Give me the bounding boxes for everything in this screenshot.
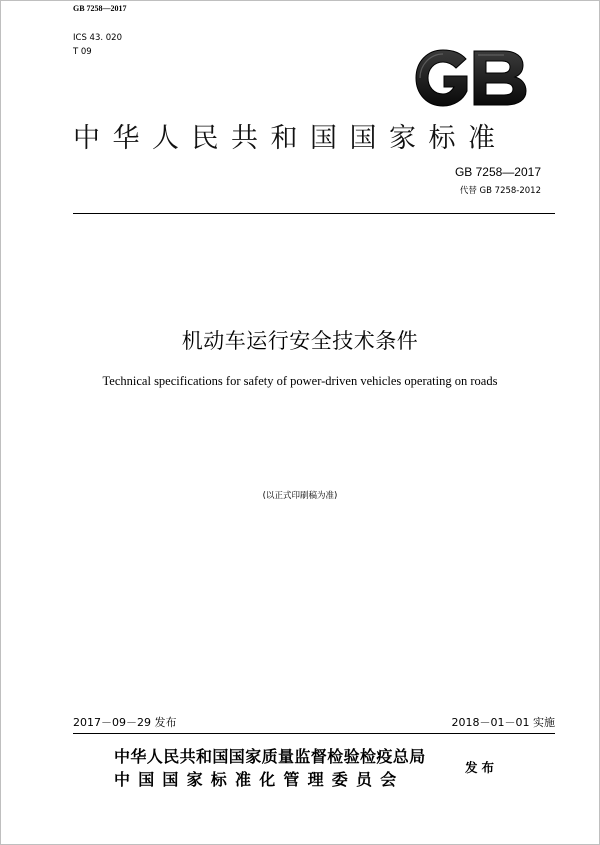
effective-date: 2018－01－01 实施 [451, 716, 555, 729]
title-chinese: 机动车运行安全技术条件 [181, 329, 419, 353]
title-english: Technical specifications for safety of power-driven vehicles operating on roads [102, 374, 498, 388]
publish-date: 2017－09－29 发布 [73, 716, 177, 729]
issuer-line-1: 中华人民共和国国家质量监督检验检疫总局 [114, 747, 426, 766]
gb-logo-icon [412, 47, 528, 109]
release-label: 发布 [465, 760, 499, 775]
top-divider [73, 213, 555, 214]
replaces-standard: 代替 GB 7258-2012 [459, 186, 541, 196]
ics-code: ICS 43. 020 [73, 33, 122, 43]
ccs-code: T 09 [73, 47, 92, 57]
print-note: (以正式印刷稿为准) [262, 491, 338, 501]
standard-number: GB 7258—2017 [454, 165, 541, 179]
header-standard-code: GB 7258—2017 [73, 4, 127, 13]
issuing-authority-title: 中华人民共和国国家标准 [73, 123, 508, 154]
issuer-line-2: 中国国家标准化管理委员会 [114, 770, 405, 789]
bottom-divider [73, 733, 555, 734]
